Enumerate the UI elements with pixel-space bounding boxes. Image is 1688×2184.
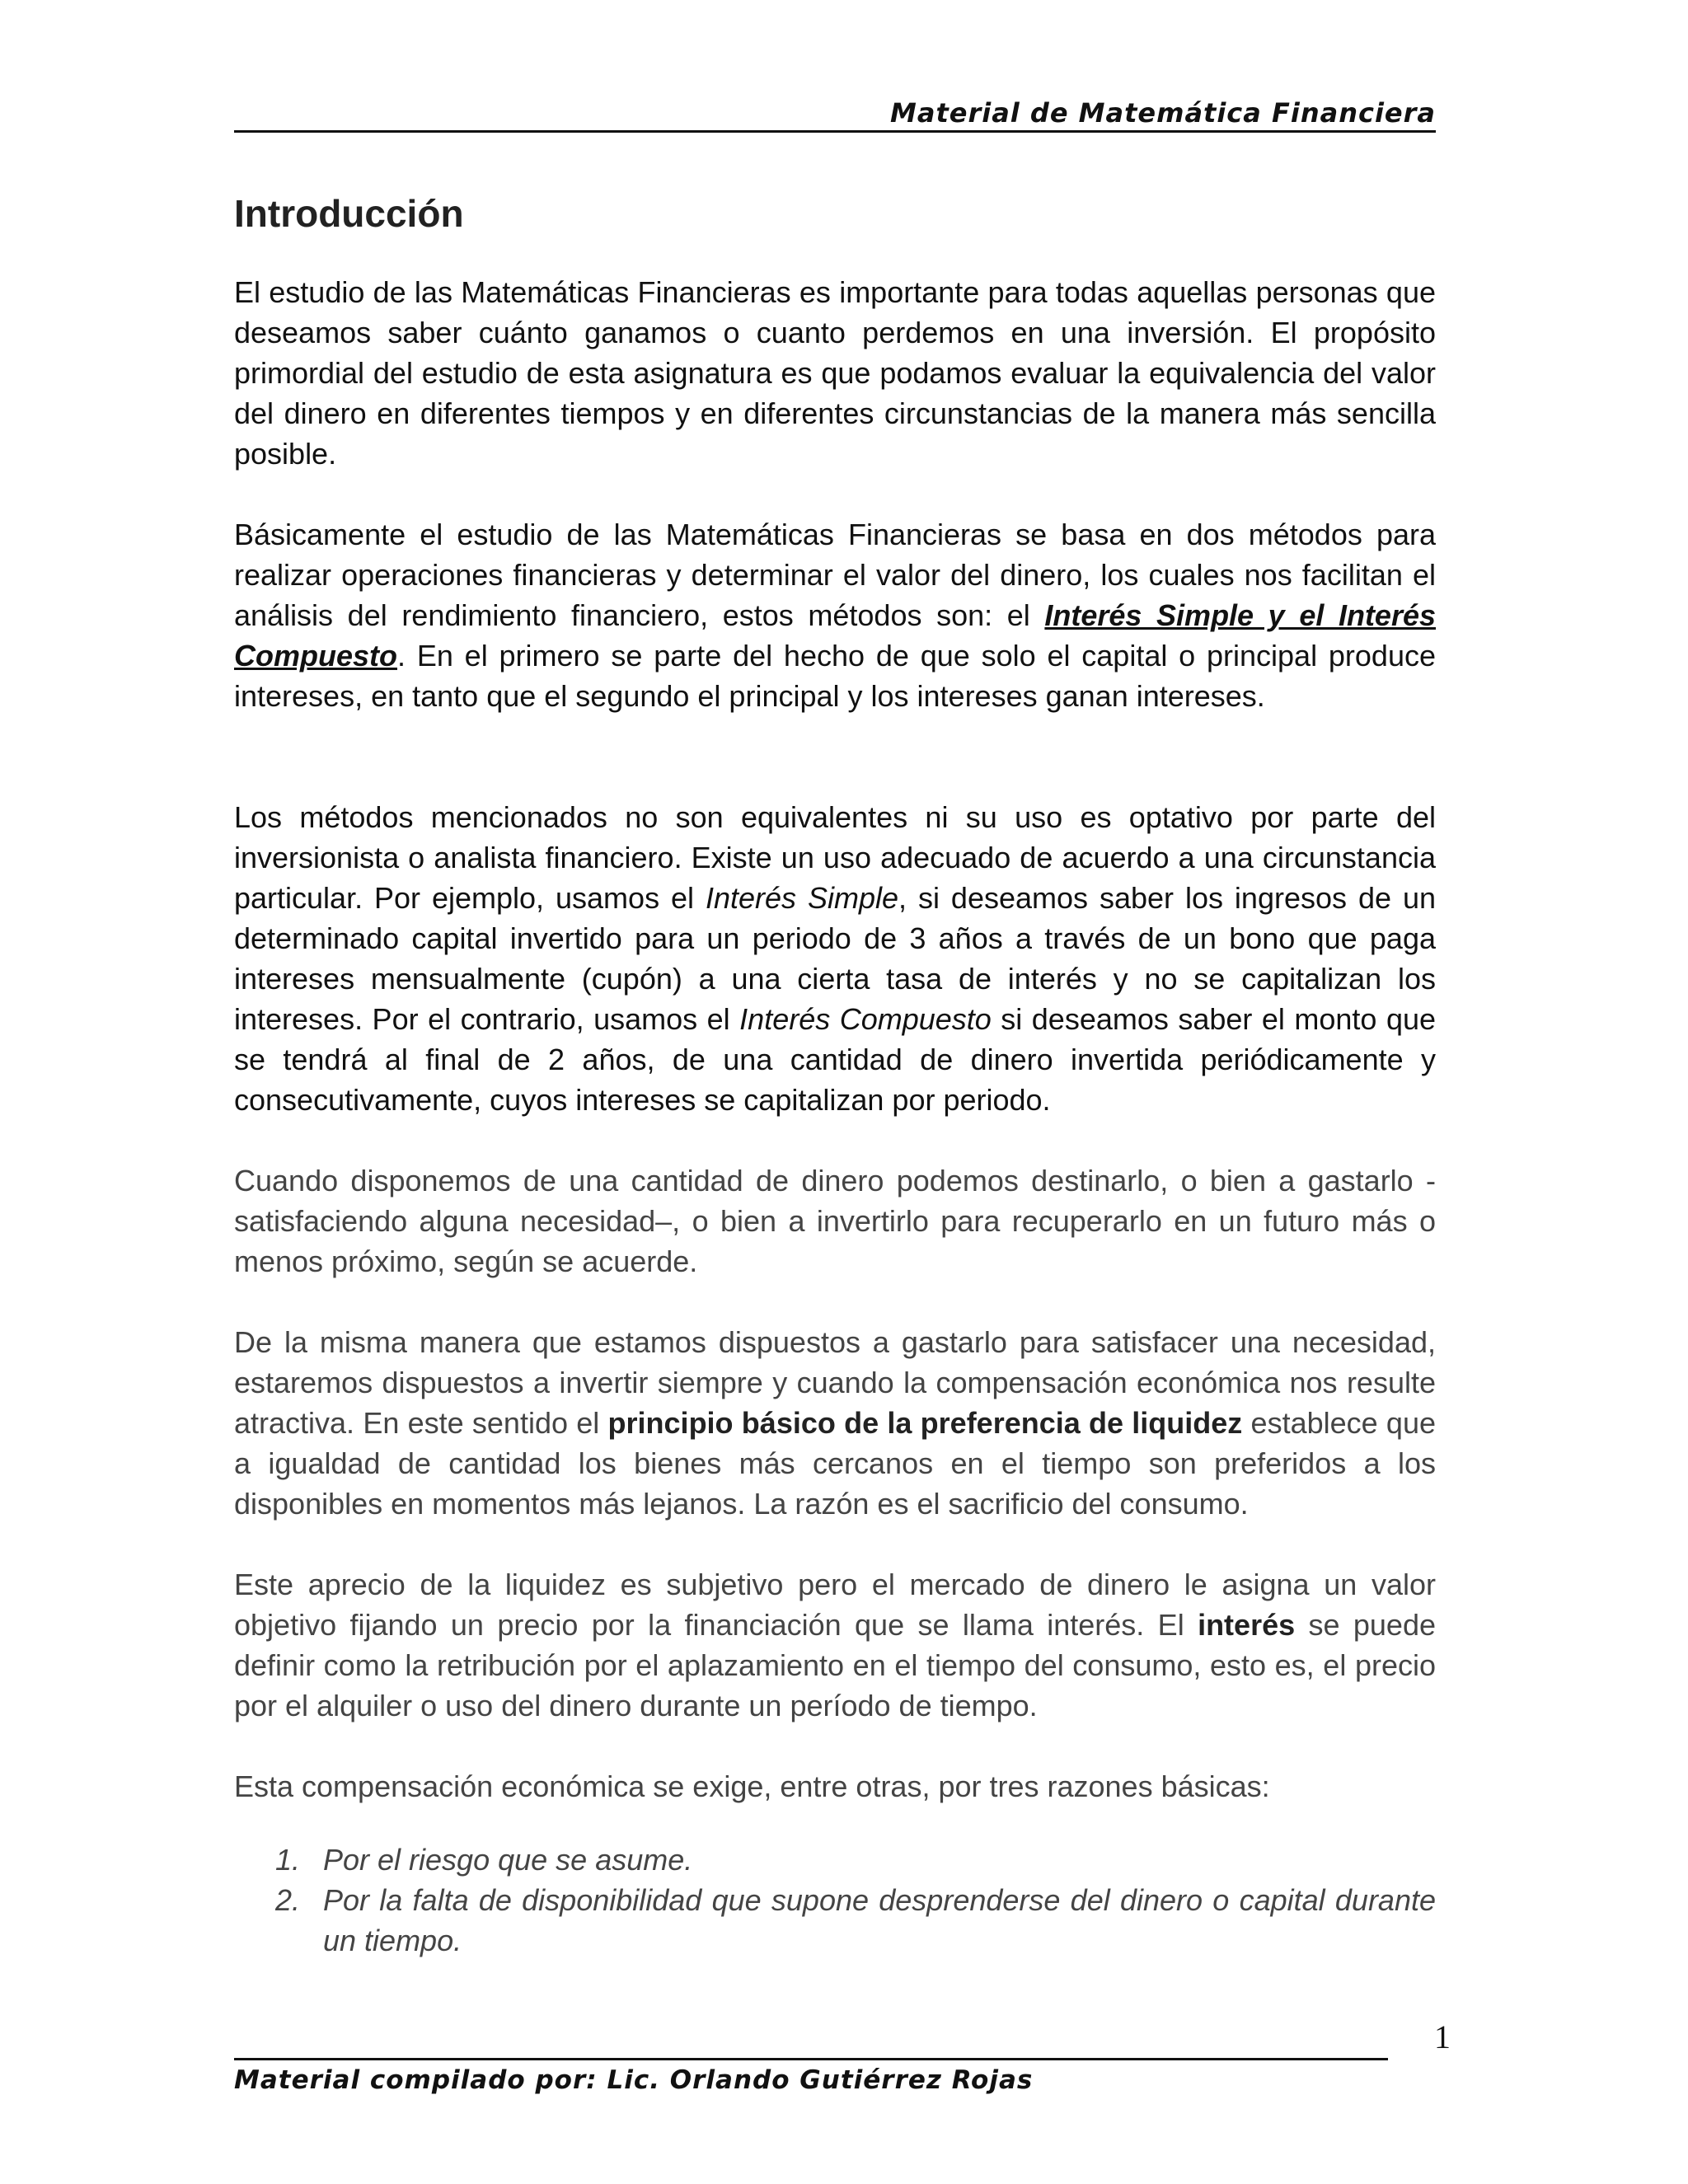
footer-credit: Material compilado por: Lic. Orlando Gutiérrez Rojas (234, 2065, 1034, 2095)
paragraph-intro: El estudio de las Matemáticas Financieras es importante para todas aquellas personas que deseamos saber cuánto ganamos o cuanto perdemos en una inversión. El propósito primordial del estudio de esta asignatura es que podamos evaluar la equivalencia del valor del dinero en diferentes tiempos y en diferentes circunstancias de la manera más sencilla posible. (234, 275, 1436, 471)
paragraph-usage (234, 797, 1436, 1120)
list-item-number: 1. (275, 1843, 301, 1877)
page-number: 1 (1434, 2018, 1451, 2055)
paragraph-methods-start: Básicamente el estudio de las Matemáticas Financieras se basa en dos métodos para realizar operaciones financieras y determinar el valor del dinero, los cuales nos facilitan el análisis del rendimiento financiero, estos métodos son: el (234, 518, 1436, 632)
paragraph-liquidity-end: establece que a igualdad de cantidad los bienes más cercanos en el tiempo son preferidos a los disponibles en momentos más lejanos. La razón es el sacrificio del consumo. (234, 1406, 1436, 1521)
paragraph-methods (234, 514, 1436, 716)
compound-interest-term: Interés Compuesto (739, 1002, 992, 1036)
list-item (234, 1840, 1436, 1880)
paragraph-interest-start: Este aprecio de la liquidez es subjetivo pero el mercado de dinero le asigna un valor objetivo fijando un precio por la financiación que se llama interés. El (234, 1568, 1436, 1642)
paragraph-liquidity-preference (234, 1322, 1436, 1524)
list-item-text: Por el riesgo que se asume. (323, 1843, 693, 1877)
paragraph-reasons-intro: Esta compensación económica se exige, entre otras, por tres razones básicas: (234, 1769, 1270, 1803)
paragraph-usage-end: si deseamos saber el monto que se tendrá al final de 2 años, de una cantidad de dinero invertida periódicamente y consecutivamente, cuyos intereses se capitalizan por periodo. (234, 1002, 1437, 1117)
liquidity-principle-term: principio básico de la preferencia de liquidez (607, 1406, 1243, 1440)
paragraph-usage-start: Los métodos mencionados no son equivalentes ni su uso es optativo por parte del inversionista o analista financiero. Existe un uso adecuado de acuerdo a una circunstancia particular. Por ejemplo, usamos el (234, 800, 1436, 915)
interest-methods-emphasis: Interés Simple y el Interés Compuesto (234, 598, 1437, 673)
reasons-list (234, 1840, 1436, 1961)
list-item-text: Por la falta de disponibilidad que supone desprenderse del dinero o capital durante un tiempo. (323, 1883, 1436, 1957)
paragraph-interest-end: se puede definir como la retribución por el aplazamiento en el tiempo del consumo, esto es, el precio por el alquiler o uso del dinero durante un período de tiempo. (234, 1608, 1436, 1722)
paragraph-interest-definition (234, 1564, 1436, 1726)
header-divider (234, 130, 1436, 133)
simple-interest-term: Interés Simple (705, 881, 899, 915)
section-heading: Introducción (234, 192, 464, 235)
running-header: Material de Matemática Financiera (890, 97, 1436, 129)
paragraph-methods-end: . En el primero se parte del hecho de que solo el capital o principal produce intereses, en tanto que el segundo el principal y los intereses ganan intereses. (234, 639, 1436, 713)
paragraph-liquidity-start: De la misma manera que estamos dispuestos a gastarlo para satisfacer una necesidad, estaremos dispuestos a invertir siempre y cuando la compensación económica nos resulte atractiva. En este sentido el (234, 1325, 1436, 1440)
paragraph-usage-middle: , si deseamos saber los ingresos de un determinado capital invertido para un periodo de 3 años a través de un bono que paga intereses mensualmente (cupón) a una cierta tasa de interés y no se capitalizan los intereses. Por el contrario, usamos el (234, 881, 1436, 1036)
paragraph-money-use: Cuando disponemos de una cantidad de dinero podemos destinarlo, o bien a gastarlo -satisfaciendo alguna necesidad–, o bien a invertirlo para recuperarlo en un futuro más o menos próximo, según se acuerde. (234, 1164, 1436, 1278)
list-item (234, 1880, 1436, 1961)
footer-divider (234, 2058, 1388, 2060)
interest-term: interés (1198, 1608, 1296, 1642)
list-item-number: 2. (275, 1883, 301, 1917)
body-text (234, 272, 1436, 1961)
